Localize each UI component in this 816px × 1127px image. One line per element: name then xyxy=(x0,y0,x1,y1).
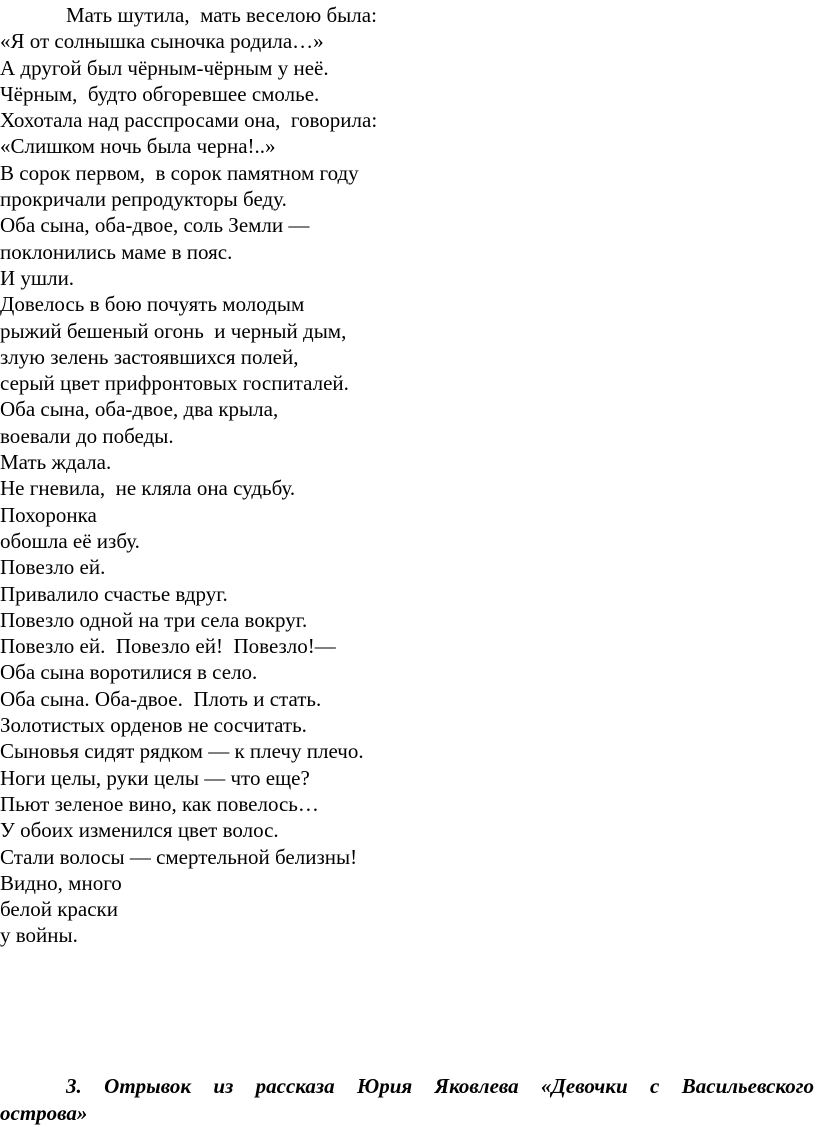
poem-line: Видно, много xyxy=(0,870,122,895)
poem-line: Похоронка xyxy=(0,502,97,527)
poem-line: И ушли. xyxy=(0,265,75,290)
poem-line: Оба сына. Оба-двое. Плоть и стать. xyxy=(0,686,322,711)
poem-line: серый цвет прифронтовых госпиталей. xyxy=(0,371,349,396)
poem-line: у войны. xyxy=(0,923,78,948)
poem-line: Ноги целы, руки целы — что еще? xyxy=(0,765,310,790)
poem-line: У обоих изменился цвет волос. xyxy=(0,818,279,843)
poem-line: Чёрным, будто обгоревшее смолье. xyxy=(0,81,320,106)
poem-line: прокричали репродукторы беду. xyxy=(0,187,287,212)
poem-line: обошла её избу. xyxy=(0,528,140,553)
poem-line: Привалило счастье вдруг. xyxy=(0,581,228,606)
section-heading-line-2: острова» xyxy=(0,1101,88,1125)
poem-line: Повезло ей. Повезло ей! Повезло!— xyxy=(0,634,336,659)
poem-line: Повезло одной на три села вокруг. xyxy=(0,607,308,632)
poem-line: «Слишком ночь была черна!..» xyxy=(0,134,276,159)
poem-line: белой краски xyxy=(0,897,118,922)
poem-line: Мать шутила, мать веселою была: xyxy=(66,3,377,27)
poem-line: Оба сына, оба-двое, соль Земли — xyxy=(0,213,310,238)
poem-line: воевали до победы. xyxy=(0,423,174,448)
poem-line: Не гневила, не кляла она судьбу. xyxy=(0,476,296,501)
poem-line: Оба сына воротилися в село. xyxy=(0,660,258,685)
poem-line: А другой был чёрным-чёрным у неё. xyxy=(0,55,329,80)
poem-line: злую зелень застоявшихся полей, xyxy=(0,344,299,369)
poem-line: Золотистых орденов не сосчитать. xyxy=(0,713,307,738)
poem-line: Пьют зеленое вино, как повелось… xyxy=(0,791,319,816)
poem-line: Мать ждала. xyxy=(0,450,112,475)
poem-line: Хохотала над расспросами она, говорила: xyxy=(0,108,378,133)
poem-line: Довелось в бою почуять молодым xyxy=(0,292,305,317)
poem-line: «Я от солнышка сыночка родила…» xyxy=(0,29,324,54)
poem-line: Повезло ей. xyxy=(0,555,106,580)
section-heading xyxy=(0,1073,814,1127)
poem-line: Оба сына, оба-двое, два крыла, xyxy=(0,397,279,422)
section-heading-line-1: 3. Отрывок из рассказа Юрия Яковлева «Девочки с Васильевского xyxy=(66,1074,814,1098)
poem-line: Стали волосы — смертельной белизны! xyxy=(0,844,358,869)
poem-line: поклонились маме в пояс. xyxy=(0,239,233,264)
poem xyxy=(0,2,800,949)
poem-line: В сорок первом, в сорок памятном году xyxy=(0,160,359,185)
poem-line: Сыновья сидят рядком — к плечу плечо. xyxy=(0,739,364,764)
poem-line: рыжий бешеный огонь и черный дым, xyxy=(0,318,347,343)
